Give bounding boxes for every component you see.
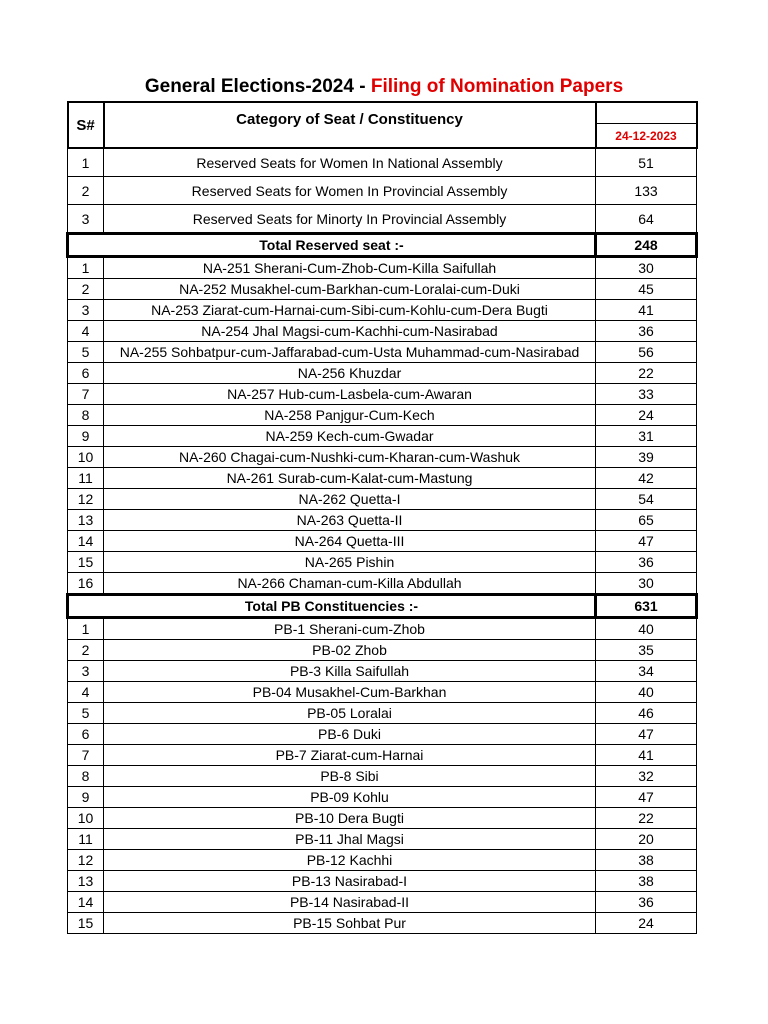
serial-cell: 3	[68, 300, 104, 321]
serial-cell: 9	[68, 787, 104, 808]
count-cell: 46	[596, 703, 697, 724]
name-cell: NA-259 Kech-cum-Gwadar	[104, 426, 596, 447]
table-header-row	[68, 102, 697, 148]
header-date: 24-12-2023	[615, 128, 677, 143]
count-cell: 65	[596, 510, 697, 531]
count-cell: 22	[596, 363, 697, 384]
table-row	[68, 342, 697, 363]
name-cell: PB-1 Sherani-cum-Zhob	[104, 618, 596, 640]
count-cell: 34	[596, 661, 697, 682]
name-cell: PB-02 Zhob	[104, 640, 596, 661]
table-row	[68, 892, 697, 913]
table-row	[68, 279, 697, 300]
serial-cell: 16	[68, 573, 104, 595]
table-row	[68, 257, 697, 279]
name-cell: NA-256 Khuzdar	[104, 363, 596, 384]
table-row	[68, 300, 697, 321]
table-row	[68, 682, 697, 703]
title-highlight: Filing of Nomination Papers	[370, 76, 624, 97]
name-cell: PB-12 Kachhi	[104, 850, 596, 871]
count-cell: 30	[596, 257, 697, 279]
table-row	[68, 489, 697, 510]
name-cell: PB-15 Sohbat Pur	[104, 913, 596, 934]
count-cell: 35	[596, 640, 697, 661]
serial-cell: 6	[68, 724, 104, 745]
name-cell: NA-261 Surab-cum-Kalat-cum-Mastung	[104, 468, 596, 489]
table-row	[68, 205, 697, 234]
name-cell: NA-262 Quetta-I	[104, 489, 596, 510]
table-row	[68, 405, 697, 426]
serial-cell: 12	[68, 850, 104, 871]
table-row	[68, 468, 697, 489]
table-row	[68, 766, 697, 787]
serial-cell: 13	[68, 871, 104, 892]
table-row	[68, 552, 697, 573]
table-row	[68, 384, 697, 405]
table-row	[68, 661, 697, 682]
count-cell: 38	[596, 871, 697, 892]
count-cell: 32	[596, 766, 697, 787]
serial-cell: 8	[68, 405, 104, 426]
name-cell: PB-3 Killa Saifullah	[104, 661, 596, 682]
serial-cell: 8	[68, 766, 104, 787]
total-label: Total Reserved seat :-	[68, 234, 596, 257]
name-cell: NA-266 Chaman-cum-Killa Abdullah	[104, 573, 596, 595]
name-cell: NA-258 Panjgur-Cum-Kech	[104, 405, 596, 426]
table-row	[68, 363, 697, 384]
serial-cell: 15	[68, 552, 104, 573]
count-cell: 36	[596, 321, 697, 342]
count-cell: 64	[596, 205, 697, 234]
table-row	[68, 148, 697, 177]
count-cell: 39	[596, 447, 697, 468]
serial-cell: 4	[68, 682, 104, 703]
name-cell: NA-265 Pishin	[104, 552, 596, 573]
serial-cell: 7	[68, 745, 104, 766]
count-cell: 47	[596, 531, 697, 552]
serial-cell: 15	[68, 913, 104, 934]
table-row	[68, 724, 697, 745]
name-cell: Reserved Seats for Minorty In Provincial Assembly	[104, 205, 596, 234]
count-cell: 45	[596, 279, 697, 300]
table-row	[68, 745, 697, 766]
table-row	[68, 510, 697, 531]
name-cell: NA-257 Hub-cum-Lasbela-cum-Awaran	[104, 384, 596, 405]
serial-cell: 14	[68, 531, 104, 552]
name-cell: NA-254 Jhal Magsi-cum-Kachhi-cum-Nasirabad	[104, 321, 596, 342]
name-cell: PB-11 Jhal Magsi	[104, 829, 596, 850]
count-cell: 40	[596, 618, 697, 640]
name-cell: PB-09 Kohlu	[104, 787, 596, 808]
serial-cell: 4	[68, 321, 104, 342]
name-cell: NA-264 Quetta-III	[104, 531, 596, 552]
count-cell: 133	[596, 177, 697, 205]
table-row	[68, 573, 697, 595]
name-cell: NA-251 Sherani-Cum-Zhob-Cum-Killa Saifullah	[104, 257, 596, 279]
count-cell: 24	[596, 405, 697, 426]
count-cell: 56	[596, 342, 697, 363]
table-row	[68, 703, 697, 724]
count-cell: 33	[596, 384, 697, 405]
name-cell: NA-263 Quetta-II	[104, 510, 596, 531]
table-row	[68, 787, 697, 808]
table-row	[68, 850, 697, 871]
count-cell: 36	[596, 892, 697, 913]
count-cell: 30	[596, 573, 697, 595]
nominations-table	[66, 101, 698, 934]
serial-cell: 3	[68, 205, 104, 234]
count-cell: 36	[596, 552, 697, 573]
serial-cell: 14	[68, 892, 104, 913]
total-label: Total PB Constituencies :-	[68, 595, 596, 618]
serial-cell: 5	[68, 703, 104, 724]
name-cell: NA-252 Musakhel-cum-Barkhan-cum-Loralai-cum-Duki	[104, 279, 596, 300]
serial-cell: 13	[68, 510, 104, 531]
count-cell: 51	[596, 148, 697, 177]
header-serial: S#	[68, 102, 104, 148]
page-title	[0, 76, 768, 98]
serial-cell: 3	[68, 661, 104, 682]
serial-cell: 2	[68, 640, 104, 661]
serial-cell: 11	[68, 468, 104, 489]
count-cell: 22	[596, 808, 697, 829]
serial-cell: 10	[68, 808, 104, 829]
total-reserved-row	[68, 234, 697, 257]
name-cell: PB-13 Nasirabad-I	[104, 871, 596, 892]
serial-cell: 10	[68, 447, 104, 468]
name-cell: Reserved Seats for Women In National Assembly	[104, 148, 596, 177]
total-count: 248	[596, 234, 697, 257]
name-cell: NA-253 Ziarat-cum-Harnai-cum-Sibi-cum-Kohlu-cum-Dera Bugti	[104, 300, 596, 321]
count-cell: 24	[596, 913, 697, 934]
table-row	[68, 531, 697, 552]
serial-cell: 5	[68, 342, 104, 363]
serial-cell: 2	[68, 279, 104, 300]
count-cell: 41	[596, 745, 697, 766]
name-cell: NA-255 Sohbatpur-cum-Jaffarabad-cum-Usta Muhammad-cum-Nasirabad	[104, 342, 596, 363]
table-row	[68, 829, 697, 850]
count-cell: 54	[596, 489, 697, 510]
serial-cell: 1	[68, 257, 104, 279]
name-cell: Reserved Seats for Women In Provincial Assembly	[104, 177, 596, 205]
table-row	[68, 426, 697, 447]
count-cell: 47	[596, 787, 697, 808]
table-row	[68, 321, 697, 342]
name-cell: NA-260 Chagai-cum-Nushki-cum-Kharan-cum-Washuk	[104, 447, 596, 468]
count-cell: 40	[596, 682, 697, 703]
count-cell: 20	[596, 829, 697, 850]
table-row	[68, 618, 697, 640]
serial-cell: 12	[68, 489, 104, 510]
count-cell: 42	[596, 468, 697, 489]
name-cell: PB-04 Musakhel-Cum-Barkhan	[104, 682, 596, 703]
serial-cell: 7	[68, 384, 104, 405]
table-row	[68, 913, 697, 934]
name-cell: PB-6 Duki	[104, 724, 596, 745]
title-main: General Elections-2024 -	[144, 76, 371, 97]
name-cell: PB-10 Dera Bugti	[104, 808, 596, 829]
serial-cell: 2	[68, 177, 104, 205]
count-cell: 31	[596, 426, 697, 447]
table-row	[68, 871, 697, 892]
count-cell: 38	[596, 850, 697, 871]
name-cell: PB-8 Sibi	[104, 766, 596, 787]
total-pb-row	[68, 595, 697, 618]
count-cell: 47	[596, 724, 697, 745]
table-row	[68, 447, 697, 468]
table-row	[68, 177, 697, 205]
count-cell: 41	[596, 300, 697, 321]
table-row	[68, 808, 697, 829]
table-row	[68, 640, 697, 661]
name-cell: PB-05 Loralai	[104, 703, 596, 724]
serial-cell: 1	[68, 148, 104, 177]
serial-cell: 1	[68, 618, 104, 640]
serial-cell: 11	[68, 829, 104, 850]
serial-cell: 6	[68, 363, 104, 384]
header-category	[104, 102, 596, 148]
serial-cell: 9	[68, 426, 104, 447]
header-category-label: Category of Seat / Constituency	[236, 110, 463, 128]
header-date-cell	[596, 102, 697, 148]
name-cell: PB-7 Ziarat-cum-Harnai	[104, 745, 596, 766]
total-count: 631	[596, 595, 697, 618]
name-cell: PB-14 Nasirabad-II	[104, 892, 596, 913]
